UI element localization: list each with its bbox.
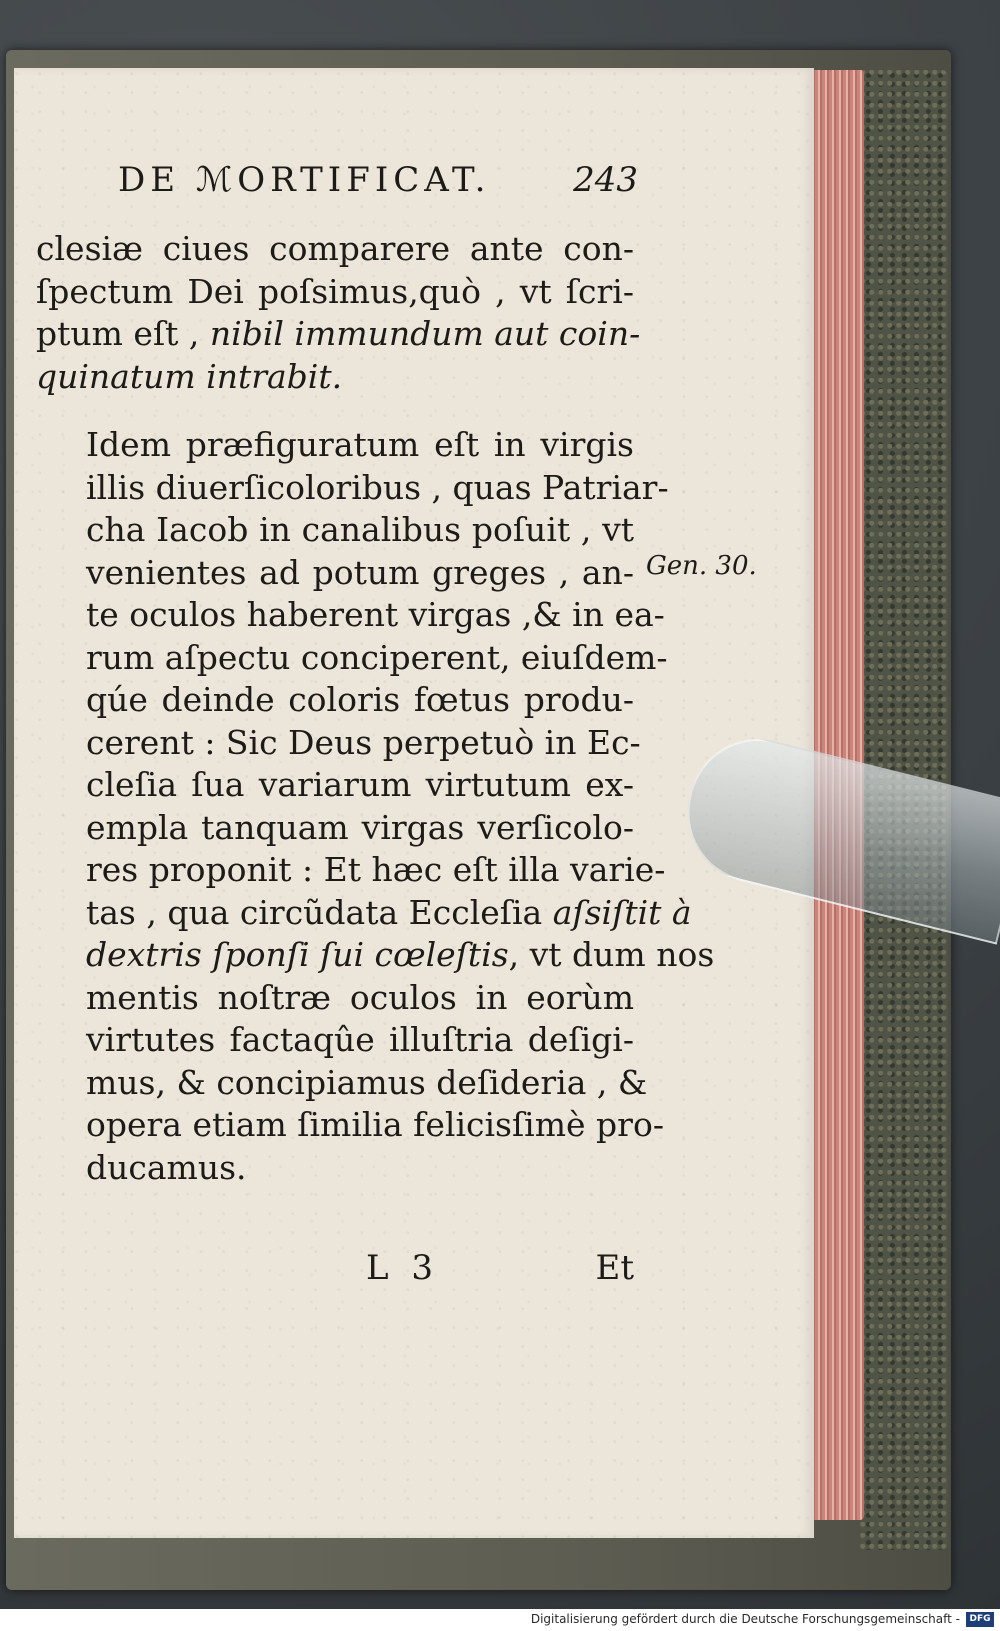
text-run: tas , qua circũdata Eccleſia: [86, 892, 553, 932]
text-line: ducamus.: [86, 1147, 247, 1187]
catchword: Et: [595, 1248, 634, 1288]
marginal-note: Gen. 30.: [646, 551, 757, 581]
text-run: ptum eſt ,: [36, 314, 200, 353]
footer-bar: [0, 1609, 1000, 1631]
signature-mark: L 3: [366, 1248, 440, 1288]
text-line: [36, 892, 692, 935]
italic-quotation: nibil immundum aut coin-: [209, 314, 641, 353]
text-line: cha Iacob in canalibus poſuit , vt: [86, 510, 634, 549]
text-line: cleſia ſua variarum virtutum ex-: [86, 765, 634, 804]
text-line: clesiæ ciues comparere ante con-: [36, 229, 634, 268]
text-line: qúe deinde coloris fœtus produ-: [86, 680, 634, 719]
running-head: DE ℳORTIFICAT.: [118, 160, 491, 200]
italic-quotation-end: quinatum intrabit.: [36, 356, 343, 396]
funding-credit: Digitalisierung gefördert durch die Deutsche Forschungsgemeinschaft -: [530, 1612, 960, 1626]
text-line: res proponit : Et hæc eſt illa varie-: [86, 850, 666, 889]
text-line: [36, 313, 641, 356]
italic-quotation: aſsiſtit à: [552, 892, 692, 932]
page-header: [118, 160, 638, 210]
page-number: 243: [573, 160, 638, 200]
dfg-logo: DFG: [966, 1612, 994, 1627]
text-line: illis diuerſicoloribus , quas Patriar-: [86, 467, 669, 507]
text-line: opera etiam ſimilia felicisſimè pro-: [86, 1105, 664, 1144]
text-line: ſpectum Dei poſsimus,quò , vt ſcri-: [36, 271, 634, 311]
text-line: rum aſpectu conciperent, eiuſdem-: [86, 637, 668, 677]
text-run: , vt dum nos: [508, 935, 715, 974]
catchline: [36, 1248, 634, 1298]
paragraph-1: [36, 228, 641, 398]
text-line: te oculos haberent virgas ,& in ea-: [86, 595, 665, 634]
italic-quotation: dextris ſponſi ſui cœleſtis: [86, 935, 509, 974]
text-line: mentis noſtræ oculos in eorùm: [86, 977, 634, 1017]
text-line: mus, & concipiamus deſideria , &: [86, 1062, 648, 1102]
text-line: [36, 934, 715, 977]
text-line: cerent : Sic Deus perpetuò in Ec-: [86, 722, 641, 762]
text-line: Idem præfiguratum eſt in virgis: [86, 425, 634, 464]
text-line: empla tanquam virgas verſicolo-: [86, 807, 634, 847]
text-line: venientes ad potum greges , an-: [86, 552, 634, 592]
text-line: virtutes factaqûe illuſtria deſigi-: [86, 1020, 634, 1059]
